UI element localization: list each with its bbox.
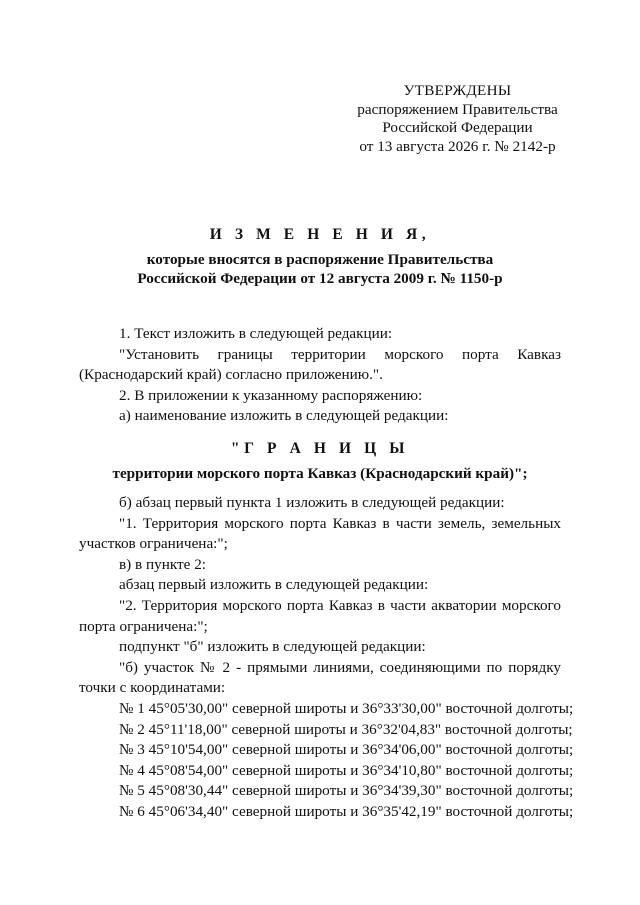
borders-subheading: территории морского порта Кавказ (Краснодарский край)"; <box>112 465 528 482</box>
paragraph-line: 2. В приложении к указанному распоряжению: <box>119 386 423 404</box>
coordinate-line: № 2 45°11'18,00" северной широты и 36°32'04,83" восточной долготы; <box>119 720 573 738</box>
paragraph-line: "б) участок № 2 - прямыми линиями, соединяющими по порядку <box>119 658 561 676</box>
borders-heading: "Г Р А Н И Ц Ы <box>230 440 410 457</box>
paragraph-line: "Установить границы территории морского порта Кавказ <box>119 345 561 363</box>
approval-line-2: Российской Федерации <box>382 119 533 136</box>
paragraph-line: в) в пункте 2: <box>119 555 207 573</box>
coordinate-line: № 5 45°08'30,44" северной широты и 36°34'39,30" восточной долготы; <box>119 782 574 800</box>
paragraph-line: абзац первый изложить в следующей редакции: <box>119 576 429 594</box>
paragraph-line: точки с координатами: <box>79 679 226 697</box>
approval-title: УТВЕРЖДЕНЫ <box>403 82 512 99</box>
coordinate-line: № 1 45°05'30,00" северной широты и 36°33'30,00" восточной долготы; <box>119 699 574 717</box>
approval-line-3: от 13 августа 2026 г. № 2142-р <box>359 137 556 155</box>
paragraph-line: а) наименование изложить в следующей редакции: <box>119 407 449 425</box>
paragraph-line: б) абзац первый пункта 1 изложить в следующей редакции: <box>119 494 505 511</box>
paragraph-line: "2. Территория морского порта Кавказ в части акватории морского <box>119 596 561 614</box>
paragraph-line: участков ограничена:"; <box>79 535 228 553</box>
section-2-text <box>79 493 574 823</box>
changes-subheading-line-1: которые вносятся в распоряжение Правительства <box>146 251 494 268</box>
changes-subheading <box>80 250 560 288</box>
approval-line-1: распоряжением Правительства <box>357 100 558 118</box>
paragraph-line: 1. Текст изложить в следующей редакции: <box>119 325 393 342</box>
approval-stamp <box>340 82 575 156</box>
coordinate-line: № 3 45°10'54,00" северной широты и 36°34'06,00" восточной долготы; <box>119 741 574 759</box>
changes-heading: И З М Е Н Е Н И Я, <box>209 226 431 243</box>
paragraph-line: "1. Территория морского порта Кавказ в части земель, земельных <box>119 514 561 532</box>
paragraph-line: (Краснодарский край) согласно приложению.". <box>79 366 383 384</box>
paragraph-line: порта ограничена:"; <box>79 617 208 635</box>
coordinate-line: № 4 45°08'54,00" северной широты и 36°34'10,80" восточной долготы; <box>119 761 574 779</box>
coordinate-line: № 6 45°06'34,40" северной широты и 36°35'42,19" восточной долготы; <box>119 802 574 820</box>
section-1-text <box>79 324 561 427</box>
changes-subheading-line-2: Российской Федерации от 12 августа 2009 г. № 1150-р <box>137 270 503 287</box>
paragraph-line: подпункт "б" изложить в следующей редакции: <box>119 638 426 656</box>
